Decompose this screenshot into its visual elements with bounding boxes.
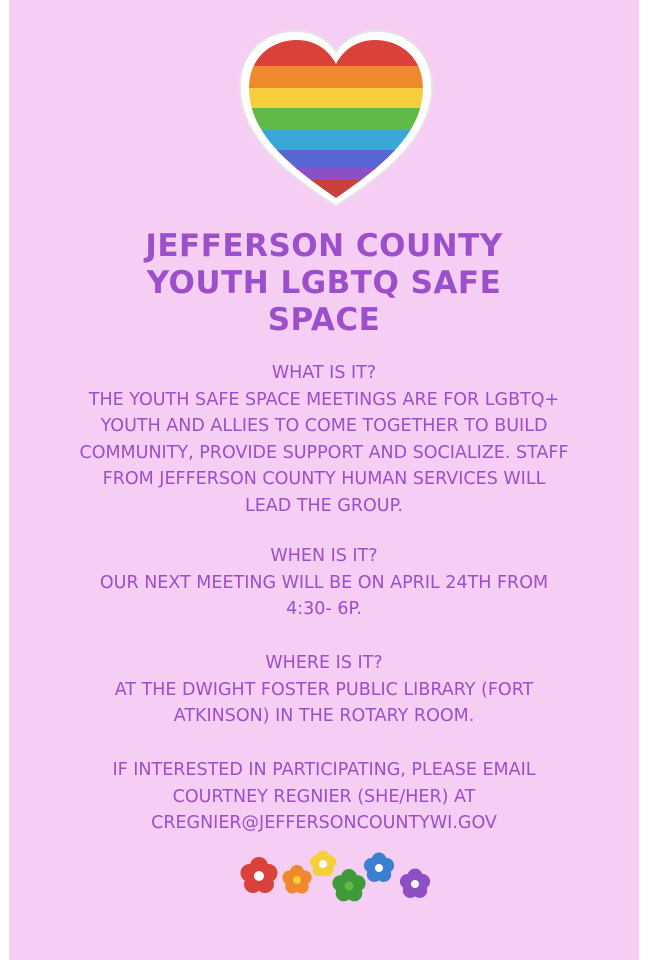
when-section — [9, 543, 639, 623]
flower-orange-icon — [282, 865, 311, 894]
what-line: LEAD THE GROUP. — [245, 495, 403, 516]
where-line: ATKINSON) IN THE ROTARY ROOM. — [173, 706, 475, 726]
flyer-title — [9, 228, 639, 339]
contact-line: IF INTERESTED IN PARTICIPATING, PLEASE EMAIL — [112, 760, 536, 780]
where-section — [9, 650, 639, 730]
flower-purple-icon — [400, 869, 430, 899]
when-line: OUR NEXT MEETING WILL BE ON APRIL 24TH FROM — [99, 572, 549, 593]
what-line: COMMUNITY, PROVIDE SUPPORT AND SOCIALIZE. STAFF — [79, 442, 569, 463]
what-heading: WHAT IS IT? — [271, 363, 377, 383]
contact-line: COURTNEY REGNIER (SHE/HER) AT — [172, 786, 476, 807]
when-line: 4:30- 6P. — [286, 599, 362, 619]
rainbow-heart-icon — [231, 22, 441, 212]
title-line: JEFFERSON COUNTY — [145, 228, 503, 264]
title-line: YOUTH LGBTQ SAFE — [146, 265, 502, 301]
what-line: THE YOUTH SAFE SPACE MEETINGS ARE FOR LGBTQ+ — [88, 389, 560, 410]
flyer — [9, 0, 639, 960]
contact-section — [9, 757, 639, 837]
flower-green-icon — [332, 869, 365, 901]
contact-email: CREGNIER@JEFFERSONCOUNTYWI.GOV — [151, 813, 497, 833]
flower-blue-icon — [364, 853, 394, 883]
flower-red-icon — [241, 857, 278, 893]
when-heading: WHEN IS IT? — [270, 546, 378, 566]
title-line: SPACE — [267, 302, 381, 338]
flower-yellow-icon — [310, 851, 336, 877]
what-section — [9, 360, 639, 519]
what-line: FROM JEFFERSON COUNTY HUMAN SERVICES WILL — [102, 469, 546, 489]
where-heading: WHERE IS IT? — [265, 653, 383, 673]
where-line: AT THE DWIGHT FOSTER PUBLIC LIBRARY (FORT — [114, 679, 534, 700]
what-line: YOUTH AND ALLIES TO COME TOGETHER TO BUILD — [100, 416, 548, 436]
rainbow-flowers-icon — [231, 846, 441, 908]
